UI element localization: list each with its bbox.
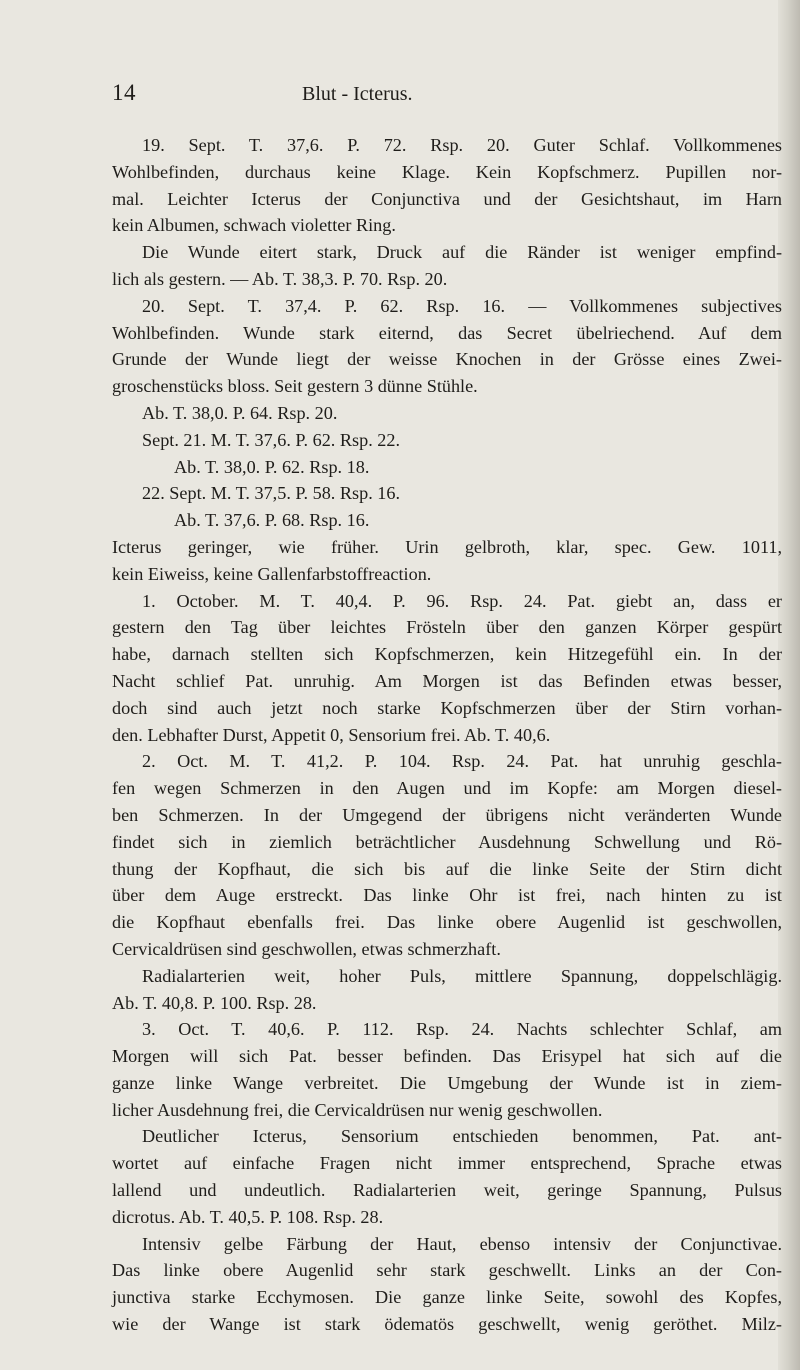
text-line: lallend und undeutlich. Radialarterien weit, geringe Spannung, Pulsus (112, 1180, 782, 1201)
text-line: die Kopfhaut ebenfalls frei. Das linke obere Augenlid ist geschwollen, (112, 912, 782, 933)
text-line: fen wegen Schmerzen in den Augen und im Kopfe: am Morgen diesel- (112, 778, 782, 799)
text-line: Die Wunde eitert stark, Druck auf die Ränder ist weniger empfind- (142, 242, 782, 263)
text-line: kein Albumen, schwach violetter Ring. (112, 215, 396, 236)
text-line: wie der Wange ist stark ödematös geschwellt, wenig geröthet. Milz- (112, 1314, 782, 1335)
text-line: 2. Oct. M. T. 41,2. P. 104. Rsp. 24. Pat. hat unruhig geschla- (142, 751, 782, 772)
text-line: thung der Kopfhaut, die sich bis auf die linke Seite der Stirn dicht (112, 858, 782, 879)
text-line: lich als gestern. — Ab. T. 38,3. P. 70. Rsp. 20. (112, 268, 448, 289)
text-line: Ab. T. 37,6. P. 68. Rsp. 16. (174, 510, 370, 531)
running-title: Blut - Icterus. (302, 83, 413, 105)
text-line: Wohlbefinden. Wunde stark eiternd, das Secret übelriechend. Auf dem (112, 322, 782, 343)
text-line: Das linke obere Augenlid sehr stark geschwellt. Links an der Con- (112, 1260, 782, 1281)
text-line: Ab. T. 40,8. P. 100. Rsp. 28. (112, 992, 317, 1013)
text-line: wortet auf einfache Fragen nicht immer entsprechend, Sprache etwas (112, 1153, 782, 1174)
text-line: ganze linke Wange verbreitet. Die Umgebung der Wunde ist in ziem- (112, 1072, 782, 1093)
text-line: Icterus geringer, wie früher. Urin gelbroth, klar, spec. Gew. 1011, (112, 536, 782, 557)
text-line: habe, darnach stellten sich Kopfschmerzen, kein Hitzegefühl ein. In der (112, 644, 782, 665)
text-line: Cervicaldrüsen sind geschwollen, etwas schmerzhaft. (112, 938, 501, 959)
text-line: licher Ausdehnung frei, die Cervicaldrüsen nur wenig geschwollen. (112, 1099, 603, 1120)
text-line: 22. Sept. M. T. 37,5. P. 58. Rsp. 16. (142, 483, 401, 504)
text-line: doch sind auch jetzt noch starke Kopfschmerzen über der Stirn vorhan- (112, 697, 782, 718)
text-line: gestern den Tag über leichtes Frösteln über den ganzen Körper gespürt (112, 617, 782, 638)
body-text (112, 132, 782, 1338)
text-line: Deutlicher Icterus, Sensorium entschieden benommen, Pat. ant- (142, 1126, 782, 1147)
text-line: Ab. T. 38,0. P. 64. Rsp. 20. (142, 402, 338, 423)
text-line: 1. October. M. T. 40,4. P. 96. Rsp. 24. Pat. giebt an, dass er (142, 590, 782, 611)
text-line: 20. Sept. T. 37,4. P. 62. Rsp. 16. — Vollkommenes subjectives (142, 295, 782, 316)
text-line: Nacht schlief Pat. unruhig. Am Morgen ist das Befinden etwas besser, (112, 670, 782, 691)
text-line: 19. Sept. T. 37,6. P. 72. Rsp. 20. Guter Schlaf. Vollkommenes (142, 135, 782, 155)
text-line: Ab. T. 38,0. P. 62. Rsp. 18. (174, 456, 370, 477)
page-header (112, 80, 692, 116)
text-line: kein Eiweiss, keine Gallenfarbstoffreaction. (112, 563, 432, 584)
text-line: ben Schmerzen. In der Umgegend der übrigens nicht veränderten Wunde (112, 804, 782, 825)
text-line: 3. Oct. T. 40,6. P. 112. Rsp. 24. Nachts schlechter Schlaf, am (142, 1019, 782, 1040)
text-line: Grunde der Wunde liegt der weisse Knochen in der Grösse eines Zwei- (112, 349, 782, 370)
text-line: groschenstücks bloss. Seit gestern 3 dünne Stühle. (112, 376, 478, 397)
text-line: junctiva starke Ecchymosen. Die ganze linke Seite, sowohl des Kopfes, (112, 1287, 782, 1308)
text-line: dicrotus. Ab. T. 40,5. P. 108. Rsp. 28. (112, 1206, 384, 1227)
text-line: Wohlbefinden, durchaus keine Klage. Kein Kopfschmerz. Pupillen nor- (112, 161, 782, 182)
text-line: den. Lebhafter Durst, Appetit 0, Sensorium frei. Ab. T. 40,6. (112, 724, 551, 745)
text-line: Intensiv gelbe Färbung der Haut, ebenso intensiv der Conjunctivae. (142, 1233, 782, 1254)
page-number: 14 (112, 80, 136, 105)
text-line: mal. Leichter Icterus der Conjunctiva und der Gesichtshaut, im Harn (112, 188, 782, 209)
text-line: Radialarterien weit, hoher Puls, mittlere Spannung, doppelschlägig. (142, 965, 782, 986)
text-line: Morgen will sich Pat. besser befinden. Das Erisypel hat sich auf die (112, 1046, 782, 1067)
text-line: über dem Auge erstreckt. Das linke Ohr ist frei, nach hinten zu ist (112, 885, 782, 906)
text-line: Sept. 21. M. T. 37,6. P. 62. Rsp. 22. (142, 429, 401, 450)
text-line: findet sich in ziemlich beträchtlicher Ausdehnung Schwellung und Rö- (112, 831, 782, 852)
